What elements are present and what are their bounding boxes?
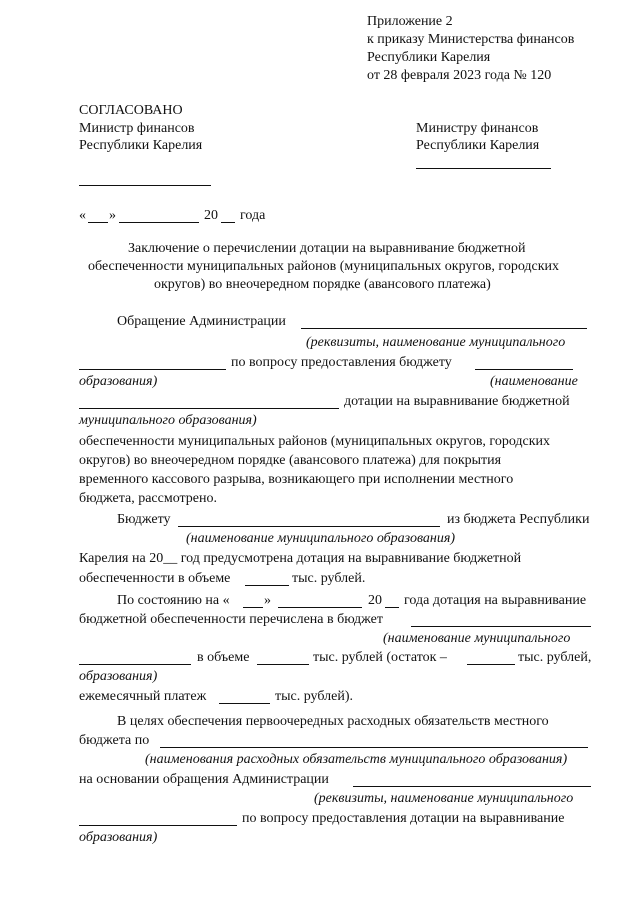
appendix-line-4: от 28 февраля 2023 года № 120 xyxy=(367,68,552,83)
p1-budget-line xyxy=(475,369,573,370)
date-year-line xyxy=(221,222,235,223)
p3-amount-line xyxy=(257,664,309,665)
p1-admin-line xyxy=(301,328,587,329)
appendix-line-2: к приказу Министерства финансов xyxy=(367,32,575,47)
p4-admin-line xyxy=(353,786,591,787)
p2-line-c2a: обеспеченности в объеме xyxy=(79,571,231,586)
p2-hint-municipality: (наименование муниципального образования) xyxy=(186,531,456,546)
p2-budget-label: Бюджету xyxy=(117,512,171,527)
p4-municipality-line xyxy=(79,825,237,826)
p3-remainder-line xyxy=(467,664,515,665)
p3-monthly-unit: тыс. рублей). xyxy=(275,689,353,704)
p3-month-line xyxy=(278,607,362,608)
addressee-signature-line xyxy=(416,168,551,169)
p4-hint-obligations: (наименования расходных обязательств муниципального образования) xyxy=(145,752,568,767)
p3-close-quote: » xyxy=(264,593,271,608)
p4-question-label: по вопросу предоставления дотации на выравнивание xyxy=(242,811,565,826)
p1-hint-municipal: муниципального образования) xyxy=(79,413,257,428)
p1-hint-name: (наименование xyxy=(490,374,578,389)
p3-transferred: бюджетной обеспеченности перечислена в бюджет xyxy=(79,612,383,627)
p3-municipality-line xyxy=(79,664,191,665)
date-month-line xyxy=(119,222,199,223)
addressee-line-1: Министру финансов xyxy=(416,121,539,136)
p2-line-c1: Карелия на 20__ год предусмотрена дотация на выравнивание бюджетной xyxy=(79,551,522,566)
title-line-2: обеспеченности муниципальных районов (муниципальных округов, городских xyxy=(88,259,560,274)
appendix-line-1: Приложение 2 xyxy=(367,14,453,29)
minister-label: Министр финансов xyxy=(79,121,195,136)
date-close-quote: » xyxy=(109,208,116,223)
p1-grant-line xyxy=(79,408,339,409)
p3-year-line xyxy=(385,607,399,608)
title-line-3: округов) во внеочередном порядке (авансового платежа) xyxy=(154,277,491,292)
p1-hint-requisites: (реквизиты, наименование муниципального xyxy=(306,335,566,350)
p3-year: 20 xyxy=(368,593,382,608)
date-year-word: года xyxy=(240,208,266,223)
appendix-line-3: Республики Карелия xyxy=(367,50,491,65)
p1-hint-formation: образования) xyxy=(79,374,158,389)
p4-hint-requisites: (реквизиты, наименование муниципального xyxy=(314,791,574,806)
p1-line-d2: округов) во внеочередном порядке (авансового платежа) для покрытия xyxy=(79,453,502,468)
p1-line-d4: бюджета, рассмотрено. xyxy=(79,491,218,506)
p3-remainder-label: тыс. рублей (остаток – xyxy=(313,650,447,665)
p3-hint-name: (наименование муниципального xyxy=(383,631,571,646)
date-day-line xyxy=(88,222,108,223)
date-open-quote: « xyxy=(79,208,86,223)
date-year: 20 xyxy=(204,208,218,223)
p3-grant-text: года дотация на выравнивание xyxy=(404,593,587,608)
p4-hint-formation: образования) xyxy=(79,830,158,845)
p3-hint-formation: образования) xyxy=(79,669,158,684)
signature-line xyxy=(79,185,211,186)
p3-monthly-label: ежемесячный платеж xyxy=(79,689,207,704)
republic-label: Республики Карелия xyxy=(79,138,203,153)
agreed-label: СОГЛАСОВАНО xyxy=(79,103,183,118)
addressee-line-2: Республики Карелия xyxy=(416,138,540,153)
p2-amount-line xyxy=(245,585,289,586)
p3-thousand-rub: тыс. рублей, xyxy=(518,650,592,665)
p3-as-of: По состоянию на « xyxy=(117,593,230,608)
p2-municipality-line xyxy=(178,526,440,527)
p1-appeal-label: Обращение Администрации xyxy=(117,314,286,329)
p1-line-d1: обеспеченности муниципальных районов (муниципальных округов, городских xyxy=(79,434,551,449)
p3-day-line xyxy=(243,607,263,608)
p4-obligations-line xyxy=(160,747,588,748)
p4-appeal-label: на основании обращения Администрации xyxy=(79,772,329,787)
title-line-1: Заключение о перечислении дотации на выравнивание бюджетной xyxy=(128,241,526,256)
p3-amount-label: в объеме xyxy=(197,650,250,665)
p1-budget-question: по вопросу предоставления бюджету xyxy=(231,355,452,370)
p1-line-d3: временного кассового разрыва, возникающего при исполнении местного xyxy=(79,472,514,487)
p3-budget-line xyxy=(411,626,591,627)
p2-from-budget: из бюджета Республики xyxy=(447,512,590,527)
p3-monthly-line xyxy=(219,703,270,704)
p1-municipality-line xyxy=(79,369,226,370)
p1-grant-text: дотации на выравнивание бюджетной xyxy=(344,394,570,409)
p2-line-c2b: тыс. рублей. xyxy=(292,571,366,586)
p4-budget-by: бюджета по xyxy=(79,733,150,748)
p4-line-a: В целях обеспечения первоочередных расходных обязательств местного xyxy=(117,714,549,729)
